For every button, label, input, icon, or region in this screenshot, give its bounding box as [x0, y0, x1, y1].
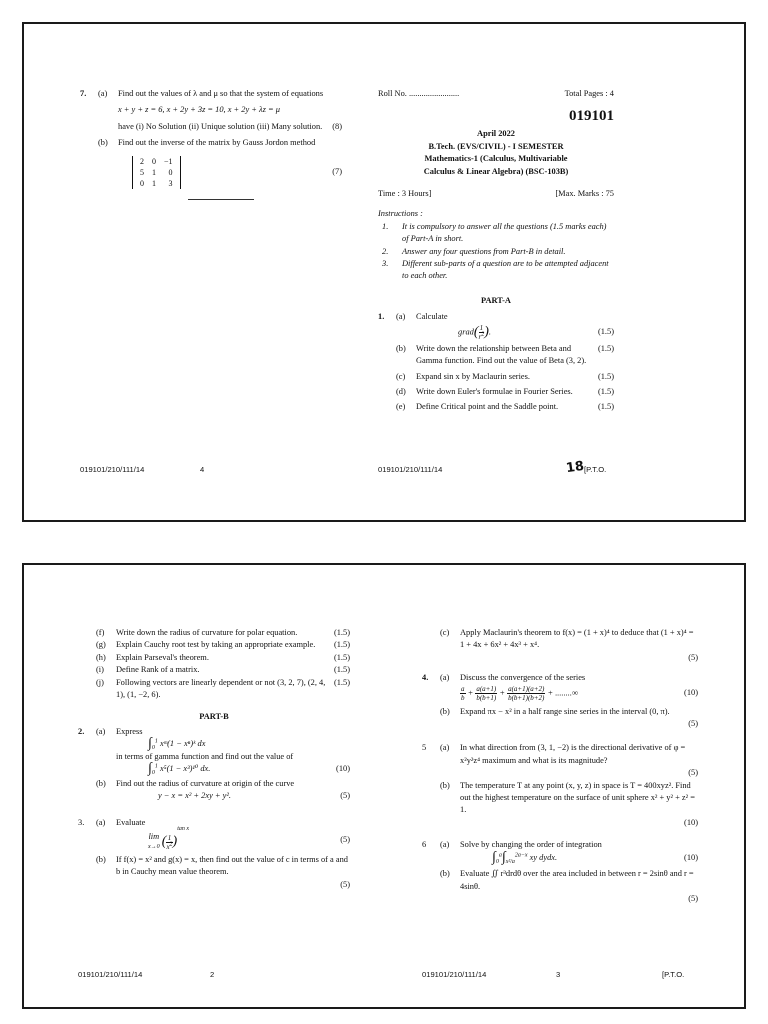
integral-expression: $\int_0^1$ x⁵(1 − x³)¹⁰ dx. — [148, 761, 211, 777]
question-text: Write down Euler's formulae in Fourier Series. — [416, 386, 573, 396]
marks: (8) — [332, 121, 342, 131]
exam-sheet-bottom — [22, 563, 746, 1009]
question-text: Evaluate — [116, 817, 146, 827]
instructions-list: 1. It is compulsory to answer all the questions (1.5 marks each) of Part-A in short. 2. Answer any four questions from Part-B in detail. 3. Different sub-parts of a question are to be attempted adjacent to each other. — [378, 221, 614, 283]
marks: (10) — [684, 852, 698, 862]
question-text: Expand sin x by Maclaurin series. — [416, 371, 530, 381]
question-number: 2. — [78, 726, 85, 736]
marks: (10) — [336, 764, 350, 774]
question-text: Write down the radius of curvature for polar equation. — [116, 628, 298, 637]
question-text: Calculate — [416, 312, 448, 322]
question-text: Explain Parseval's theorem. — [116, 652, 209, 662]
question-text: If f(x) = x² and g(x) = x, then find out the value of c in terms of a and b in Cauchy mean value theorem. — [116, 855, 348, 877]
instructions-title: Instructions : — [378, 209, 423, 219]
part-a-list: (b) Write down the relationship between Beta and Gamma function. Find out the value of Beta (3, 2). (1.5) (c) Expand sin x by Maclaurin series. (1.5) (d) Write down Euler's formulae in Fourier Series. (1.5) (e) Define Critical point and the Saddle point. (1.5) — [378, 343, 614, 414]
question-number: 3. — [78, 817, 85, 827]
subpart-label: (a) — [396, 312, 406, 322]
marks: (10) — [684, 687, 698, 697]
equations: x + y + z = 6, x + 2y + 3z = 10, x + 2y + λz = μ — [118, 105, 280, 115]
marks: (5) — [688, 652, 698, 662]
subpart-label: (b) — [98, 138, 108, 148]
marks: (7) — [332, 166, 342, 176]
question-text: Expand πx − x² in a half range sine series in the interval (0, π). — [460, 706, 670, 716]
question-text: Find out the values of λ and μ so that the system of equations — [118, 89, 324, 98]
question-text: Apply Maclaurin's theorem to f(x) = (1 + x)⁴ to deduce that (1 + x)⁴ = 1 + 4x + 6x² + 4x³ + x⁴. — [460, 628, 694, 650]
total-pages: Total Pages : 4 — [564, 89, 614, 98]
footer-code: 019101/210/111/14 — [80, 465, 145, 474]
part-b-continued: (c) Apply Maclaurin's theorem to f(x) = (1 + x)⁴ to deduce that (1 + x)⁴ = 1 + 4x + 6x² + 4x³ + x⁴. (5) 4. (a) Discuss the convergence of the series $\frac{a}{b}$ + $\frac{a(a+1)}{b(b+1)}$ + $\frac{a(a+1)(a+2)}{b(b+1)(b+2)}$ + ........∞ (10) (b) Expand πx − x² in a half range sine series in the interval (0, π). (5) 5 (a) In what direction from (3, 1, −2) is the directional derivative of φ = x²y²z⁴ maximum and what is its magnitude? (5) (b) The temperature T at any point (x, y, z) in space is T = 400xyz². Find out the highest temperature on the surface of unit sphere x² + y² + z² = 1. (10) 6 (a) Solve by changing the order of integration $\int_0^a\int_{x^2/a}^{2a-x}$ xy dydx. (10) (b) Evaluate ∬ r³drdθ over the area included in between r = 2sinθ and r = 4sinθ. (5) — [422, 627, 698, 905]
question-text: The temperature T at any point (x, y, z) in space is T = 400xyz². Find out the highest temperature on the surface of unit sphere x² + y² + z² = 1. — [460, 780, 695, 815]
marks: (5) — [340, 835, 350, 845]
paper-header — [378, 88, 614, 417]
series-expression: $\frac{a}{b}$ + $\frac{a(a+1)}{b(b+1)}$ + $\frac{a(a+1)(a+2)}{b(b+1)(b+2)}$ + ........∞ — [461, 684, 578, 702]
subpart-label: (a) — [98, 89, 108, 98]
question-text: Solve by changing the order of integration — [460, 840, 602, 850]
part-a-heading: PART-A — [481, 295, 511, 305]
instruction-item: Different sub-parts of a question are to be attempted adjacent to each other. — [402, 259, 609, 281]
paper-code: 019101 — [569, 108, 614, 125]
question-number: 4. — [422, 673, 429, 683]
marks: (10) — [684, 817, 698, 827]
marks: (5) — [340, 879, 350, 889]
footer-code: 019101/210/111/14 — [78, 970, 143, 979]
footer-code: 019101/210/111/14 — [378, 465, 443, 474]
part-a-continued: (f) Write down the radius of curvature for polar equation. (1.5) (g) Explain Cauchy root test by taking an appropriate example. (1.5) (h) Explain Parseval's theorem. (1.5) (i) Define Rank of a matrix. (1.5) (j) Following vectors are linearly dependent or not (3, 2, 7), (2, 4, 1), (1, −2, 6). (1.5) PART-B 2. (a) Express $\int_0^1$ xᵐ(1 − xⁿ)ᵏ dx in terms of gamma function and find out the value of $\int_0^1$ x⁵(1 − x³)¹⁰ dx. (10) (b) Find out the radius of curvature at origin of the curve y − x = x² + 2xy + y². (5) 3. (a) Evaluate lim x→0 ( $\frac{1}{x^2}$ )$^{tan x}$ (5) (b) If f(x) = x² and g(x) = x, then find out the value of c in terms of a and b in Cauchy mean value theorem. (5) — [78, 627, 350, 891]
question-number: 5 — [422, 743, 427, 753]
question-number: 7. — [80, 89, 87, 98]
marks: (5) — [688, 768, 698, 778]
time-limit: Time : 3 Hours] — [378, 189, 432, 199]
footer-code: 019101/210/111/14 — [422, 970, 487, 979]
question-text: Evaluate ∬ r³drdθ over the area included in between r = 2sinθ and r = 4sinθ. — [460, 869, 694, 891]
matrix: 2 0 −1 5 1 0 0 1 3 — [132, 156, 181, 189]
limit-expression: lim x→0 ( $\frac{1}{x^2}$ )$^{tan x}$ — [148, 825, 190, 851]
marks: (5) — [688, 894, 698, 904]
please-turn-over: [P.T.O. — [662, 970, 685, 979]
question-text: Find out the radius of curvature at origin of the curve — [116, 778, 295, 788]
question-text: Find out the inverse of the matrix by Gauss Jordon method — [118, 138, 316, 148]
instruction-item: Answer any four questions from Part-B in detail. — [402, 246, 566, 256]
question-number: 1. — [378, 312, 385, 322]
question-text: Explain Cauchy root test by taking an appropriate example. — [116, 640, 316, 650]
question-text: Write down the relationship between Beta and Gamma function. Find out the value of Beta (3, 2). — [416, 343, 587, 366]
question-7 — [80, 88, 342, 200]
subject-name: Mathematics-1 (Calculus, Multivariable — [424, 154, 568, 164]
question-text: Define Rank of a matrix. — [116, 665, 200, 675]
instruction-item: It is compulsory to answer all the questions (1.5 marks each) of Part-A in short. — [402, 221, 607, 244]
double-integral-expression: $\int_0^a\int_{x^2/a}^{2a-x}$ xy dydx. — [492, 849, 558, 865]
marks: (1.5) — [597, 326, 614, 336]
subject-name-cont: Calculus & Linear Algebra) (BSC-103B) — [423, 166, 569, 176]
question-text: have (i) No Solution (ii) Unique solution (iii) Many solution. — [118, 121, 323, 131]
curve-equation: y − x = x² + 2xy + y². — [158, 791, 231, 801]
question-text: Following vectors are linearly dependent or not (3, 2, 7), (2, 4, 1), (1, −2, 6). — [116, 677, 326, 700]
question-text: Discuss the convergence of the series — [460, 673, 586, 683]
marks: (5) — [688, 719, 698, 729]
part-b-heading: PART-B — [199, 712, 229, 722]
question-number: 6 — [422, 840, 427, 850]
question-text: In what direction from (3, 1, −2) is the directional derivative of φ = x²y²z⁴ maximum and what is its magnitude? — [460, 743, 686, 765]
handwritten-mark: 18 — [565, 458, 586, 477]
marks: (5) — [340, 791, 350, 801]
page-number: 2 — [210, 970, 215, 979]
roll-number: Roll No. ........................ — [378, 89, 460, 98]
page-number: 3 — [556, 970, 561, 979]
exam-sheet-top — [22, 22, 746, 522]
max-marks: [Max. Marks : 75 — [555, 189, 614, 199]
integral-expression: $\int_0^1$ xᵐ(1 − xⁿ)ᵏ dx — [148, 736, 206, 752]
question-text: in terms of gamma function and find out the value of — [116, 751, 294, 761]
page-number: 4 — [200, 465, 205, 474]
grad-expression: grad( $\frac{1}{r^2}$ ). — [458, 323, 491, 341]
please-turn-over: [P.T.O. — [584, 465, 607, 474]
exam-month: April 2022 — [477, 129, 515, 139]
question-text: Express — [116, 726, 143, 736]
divider — [188, 199, 254, 200]
question-text: Define Critical point and the Saddle point. — [416, 402, 559, 412]
course-name: B.Tech. (EVS/CIVIL) - I SEMESTER — [428, 141, 564, 151]
